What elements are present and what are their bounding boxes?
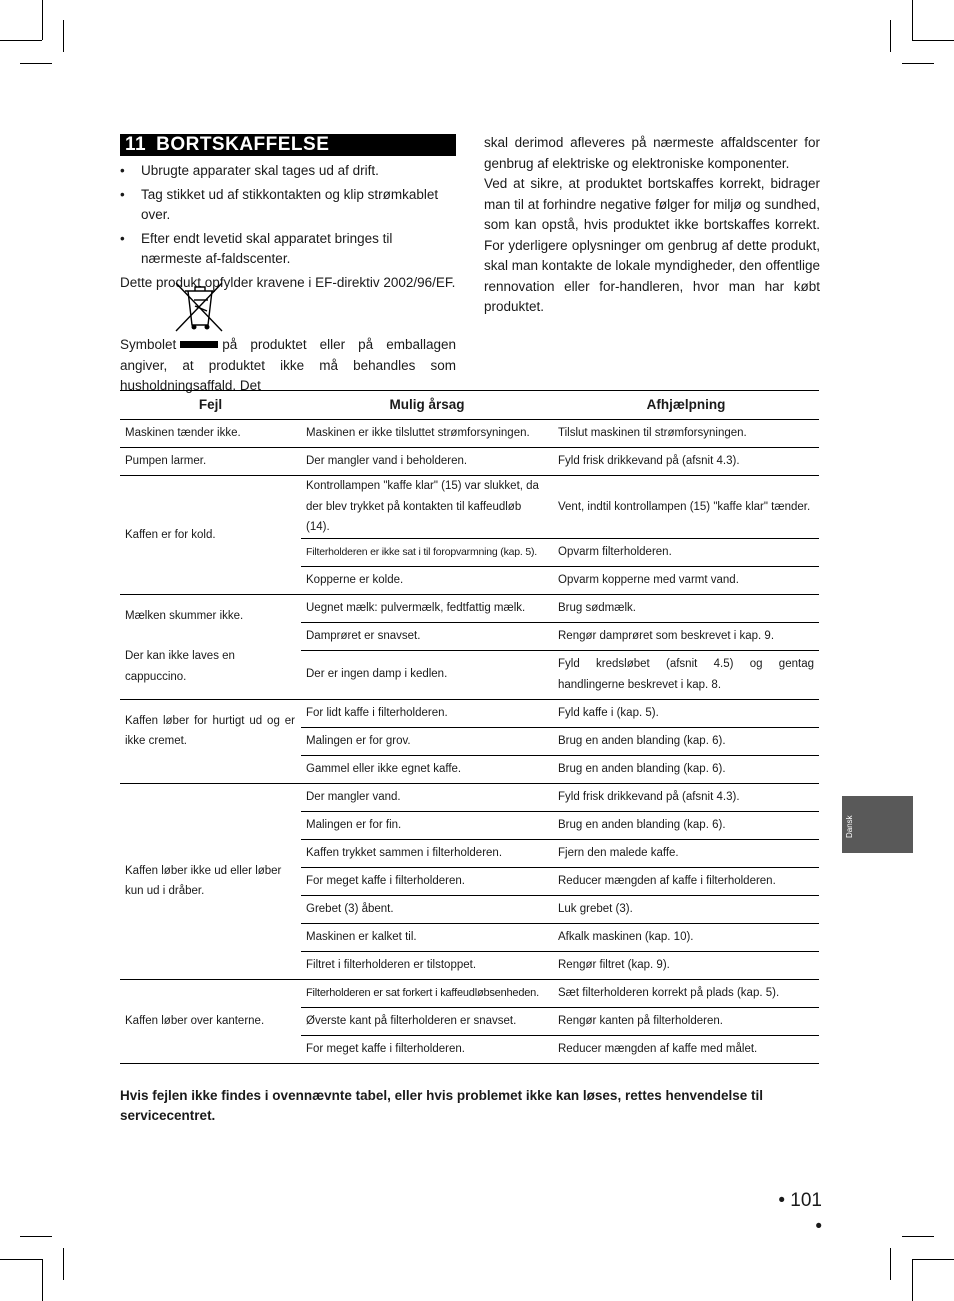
black-bar-symbol [180, 341, 218, 348]
paragraph: Ved at sikre, at produktet bortskaffes korrekt, bidrager man til at forhindre negative følger for miljø og sundhed, som kan opstå, hvis produktet ikke bortskaffes korrekt. For yderligere oplysninger om genbrug af dette produkt, skal man kontakte de lokale myndigheder, den offentlige rennovation eller for-handleren, hvor man har købt produktet. [484, 176, 820, 314]
remedy-cell: Opvarm filterholderen. [553, 538, 819, 566]
cause-cell: Filterholderen er sat forkert i kaffeudløbsenheden. [301, 979, 553, 1007]
fault-cell: Kaffen løber ikke ud eller løber kun ud i dråber. [120, 783, 301, 979]
list-item: • Ubrugte apparater skal tages ud af drift. [120, 161, 456, 182]
remedy-cell: Sæt filterholderen korrekt på plads (kap. 5). [553, 979, 819, 1007]
list-item: • Tag stikket ud af stikkontakten og klip strømkablet over. [120, 186, 439, 222]
remedy-cell: Brug sødmælk. [553, 594, 819, 622]
cause-cell: Kopperne er kolde. [301, 566, 553, 594]
language-tab [842, 796, 913, 853]
fault-cell: Kaffen løber for hurtigt ud og er ikke cremet. [120, 699, 301, 783]
remedy-cell: Brug en anden blanding (kap. 6). [553, 727, 819, 755]
remedy-cell: Luk grebet (3). [553, 895, 819, 923]
column-header-cause: Mulig årsag [301, 391, 553, 420]
cause-cell: Maskinen er kalket til. [301, 923, 553, 951]
cause-cell: Kontrollampen "kaffe klar" (15) var slukket, da der blev trykket på kontakten til kaffeudløb (14). [301, 476, 553, 539]
table-row [120, 420, 819, 448]
cause-cell: Der mangler vand i beholderen. [301, 448, 553, 476]
list-item: • Efter endt levetid skal apparatet bringes til nærmeste af-faldscenter. [120, 230, 393, 266]
fault-cell: Kaffen løber over kanterne. [120, 979, 301, 1063]
crossed-out-wheelie-bin-icon [174, 281, 224, 333]
column-header-fault: Fejl [120, 391, 301, 420]
remedy-cell: Fyld kredsløbet (afsnit 4.5) og gentag handlingerne beskrevet i kap. 8. [553, 650, 819, 699]
disposal-steps-list [120, 161, 456, 270]
remedy-cell: Brug en anden blanding (kap. 6). [553, 755, 819, 783]
cause-cell: For meget kaffe i filterholderen. [301, 867, 553, 895]
table-header-row [120, 391, 819, 420]
table-row [120, 979, 819, 1007]
remedy-cell: Fyld kaffe i (kap. 5). [553, 699, 819, 727]
table-row [120, 594, 819, 622]
bullet-marker: • [120, 186, 125, 202]
bullet-marker: • [120, 230, 125, 246]
remedy-cell: Afkalk maskinen (kap. 10). [553, 923, 819, 951]
table-row [120, 476, 819, 539]
cause-cell: Grebet (3) åbent. [301, 895, 553, 923]
cause-cell: Uegnet mælk: pulvermælk, fedtfattig mælk. [301, 594, 553, 622]
remedy-cell: Vent, indtil kontrollampen (15) "kaffe klar" tænder. [553, 476, 819, 539]
remedy-cell: Rengør kanten på filterholderen. [553, 1007, 819, 1035]
cause-cell: Maskinen er ikke tilsluttet strømforsyningen. [301, 420, 553, 448]
column-header-remedy: Afhjælpning [553, 391, 819, 420]
left-column [120, 161, 456, 293]
remedy-cell: Fyld frisk drikkevand på (afsnit 4.3). [553, 448, 819, 476]
cause-cell: Filterholderen er ikke sat i til foropvarmning (kap. 5). [301, 538, 553, 566]
cause-cell: Gammel eller ikke egnet kaffe. [301, 755, 553, 783]
cause-cell: Malingen er for fin. [301, 811, 553, 839]
cause-cell: Kaffen trykket sammen i filterholderen. [301, 839, 553, 867]
bullet-marker: • [120, 163, 125, 178]
cause-cell: For lidt kaffe i filterholderen. [301, 699, 553, 727]
compliance-statement: Dette produkt opfylder kravene i EF-direktiv 2002/96/EF. [120, 274, 456, 290]
language-tab-label: Dansk [845, 815, 854, 838]
paragraph: skal derimod afleveres på nærmeste affaldscenter for genbrug af elektriske og elektroniske komponenter. [484, 135, 820, 171]
fault-cell: Kaffen er for kold. [120, 476, 301, 595]
cause-cell: Der er ingen damp i kedlen. [301, 650, 553, 699]
cause-cell: Malingen er for grov. [301, 727, 553, 755]
section-heading [120, 134, 456, 156]
section-number: 11 [125, 134, 147, 155]
remedy-cell: Reducer mængden af kaffe i filterholderen. [553, 867, 819, 895]
section-title: BORTSKAFFELSE [156, 134, 330, 155]
fault-cell: Mælken skummer ikke. Der kan ikke laves en cappuccino. [120, 594, 301, 699]
service-centre-note: Hvis fejlen ikke findes i ovennævnte tabel, eller hvis problemet ikke kan løses, rettes henvendelse til servicecentret. [120, 1088, 763, 1123]
page-number: • 101 • [778, 1190, 822, 1237]
cause-cell: Damprøret er snavset. [301, 622, 553, 650]
right-column [484, 133, 820, 318]
table-row [120, 699, 819, 727]
cause-cell: Der mangler vand. [301, 783, 553, 811]
symbol-paragraph: Symbolet på produktet eller på emballagen angiver, at produktet ikke må behandles som husholdningsaffald. Det [120, 337, 456, 393]
fault-cell: Maskinen tænder ikke. [120, 420, 301, 448]
remedy-cell: Opvarm kopperne med varmt vand. [553, 566, 819, 594]
cause-cell: Filtret i filterholderen er tilstoppet. [301, 951, 553, 979]
remedy-cell: Rengør damprøret som beskrevet i kap. 9. [553, 622, 819, 650]
remedy-cell: Fyld frisk drikkevand på (afsnit 4.3). [553, 783, 819, 811]
remedy-cell: Fjern den malede kaffe. [553, 839, 819, 867]
fault-cell: Pumpen larmer. [120, 448, 301, 476]
remedy-cell: Reducer mængden af kaffe med målet. [553, 1035, 819, 1063]
table-row [120, 448, 819, 476]
remedy-cell: Rengør filtret (kap. 9). [553, 951, 819, 979]
troubleshooting-table [120, 390, 819, 1064]
cause-cell: For meget kaffe i filterholderen. [301, 1035, 553, 1063]
remedy-cell: Tilslut maskinen til strømforsyningen. [553, 420, 819, 448]
table-row [120, 783, 819, 811]
cause-cell: Øverste kant på filterholderen er snavset. [301, 1007, 553, 1035]
remedy-cell: Brug en anden blanding (kap. 6). [553, 811, 819, 839]
